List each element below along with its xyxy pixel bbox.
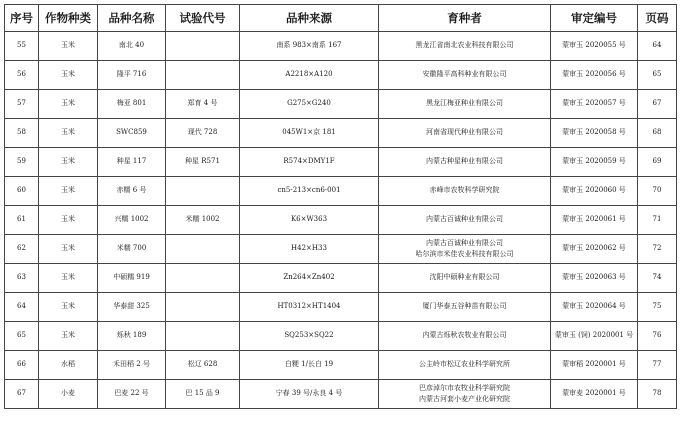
- breeder-line: 赤峰市农牧科学研究院: [429, 186, 500, 195]
- cell-approval: 蒙审麦 2020001 号: [551, 380, 638, 409]
- header-source: 品种来源: [240, 5, 379, 32]
- cell-variety: 赤糯 6 号: [98, 177, 166, 206]
- cell-source: SQ253×SQ22: [240, 322, 379, 351]
- cell-crop: 水稻: [39, 351, 98, 380]
- cell-page: 65: [638, 61, 677, 90]
- cell-crop: 玉米: [39, 206, 98, 235]
- cell-breeder: [379, 351, 551, 380]
- table-header-row: [5, 5, 677, 32]
- cell-source: cn5-213×cn6-001: [240, 177, 379, 206]
- breeder-line: 河南省现代种业有限公司: [426, 128, 503, 137]
- cell-page: 72: [638, 235, 677, 264]
- table-row: [5, 293, 677, 322]
- breeder-line: 内蒙古种星种业有限公司: [426, 157, 503, 166]
- cell-breeder: [379, 119, 551, 148]
- breeder-line: 内蒙古百诚种业有限公司: [426, 215, 503, 224]
- cell-page: 67: [638, 90, 677, 119]
- cell-page: 69: [638, 148, 677, 177]
- cell-no: 57: [5, 90, 39, 119]
- cell-variety: 禾田稻 2 号: [98, 351, 166, 380]
- cell-source: K6×W363: [240, 206, 379, 235]
- cell-breeder: [379, 90, 551, 119]
- breeder-line: 哈尔滨市米佳农业科技有限公司: [415, 250, 514, 258]
- cell-breeder: [379, 177, 551, 206]
- cell-no: 61: [5, 206, 39, 235]
- cell-source: 白粳 1/长白 19: [240, 351, 379, 380]
- cell-no: 67: [5, 380, 39, 409]
- cell-crop: 玉米: [39, 119, 98, 148]
- cell-code: 松辽 628: [166, 351, 240, 380]
- cell-source: 宁春 39 号/永良 4 号: [240, 380, 379, 409]
- cell-crop: 小麦: [39, 380, 98, 409]
- cell-no: 64: [5, 293, 39, 322]
- cell-variety: 华泰甜 325: [98, 293, 166, 322]
- table-row: [5, 264, 677, 293]
- cell-crop: 玉米: [39, 293, 98, 322]
- cell-variety: 米糯 700: [98, 235, 166, 264]
- cell-crop: 玉米: [39, 322, 98, 351]
- header-crop: 作物种类: [39, 5, 98, 32]
- cell-code: 现代 728: [166, 119, 240, 148]
- header-approval: 审定编号: [551, 5, 638, 32]
- cell-breeder: [379, 264, 551, 293]
- cell-no: 55: [5, 32, 39, 61]
- cell-code: [166, 235, 240, 264]
- cell-approval: 蒙审玉 2020060 号: [551, 177, 638, 206]
- breeder-line: 黑龙江梅亚种业有限公司: [426, 99, 503, 108]
- cell-code: [166, 264, 240, 293]
- cell-page: 76: [638, 322, 677, 351]
- cell-variety: 烁秋 189: [98, 322, 166, 351]
- breeder-line: 厦门华泰五谷种苗有限公司: [422, 302, 507, 311]
- header-breeder: 育种者: [379, 5, 551, 32]
- cell-source: HT0312×HT1404: [240, 293, 379, 322]
- cell-code: [166, 177, 240, 206]
- cell-variety: 种星 117: [98, 148, 166, 177]
- variety-table-page: [4, 4, 677, 409]
- cell-no: 66: [5, 351, 39, 380]
- cell-page: 77: [638, 351, 677, 380]
- cell-code: [166, 322, 240, 351]
- cell-code: 郑育 4 号: [166, 90, 240, 119]
- breeder-line: 黑龙江省南北农业科技有限公司: [415, 41, 514, 50]
- cell-no: 56: [5, 61, 39, 90]
- table-body: [5, 32, 677, 409]
- cell-crop: 玉米: [39, 235, 98, 264]
- cell-crop: 玉米: [39, 90, 98, 119]
- cell-no: 65: [5, 322, 39, 351]
- cell-crop: 玉米: [39, 177, 98, 206]
- breeder-line: 内蒙古烁秋农牧业有限公司: [422, 331, 507, 340]
- table-row: [5, 90, 677, 119]
- variety-approval-table: [4, 4, 677, 409]
- cell-no: 62: [5, 235, 39, 264]
- cell-variety: 梅亚 801: [98, 90, 166, 119]
- cell-approval: 蒙审玉 2020062 号: [551, 235, 638, 264]
- cell-approval: 蒙审玉 2020055 号: [551, 32, 638, 61]
- table-row: [5, 351, 677, 380]
- table-row: [5, 206, 677, 235]
- cell-no: 58: [5, 119, 39, 148]
- cell-approval: 蒙审玉 2020057 号: [551, 90, 638, 119]
- cell-code: 米糯 1002: [166, 206, 240, 235]
- cell-breeder: [379, 380, 551, 409]
- cell-crop: 玉米: [39, 148, 98, 177]
- cell-no: 59: [5, 148, 39, 177]
- cell-page: 70: [638, 177, 677, 206]
- table-row: [5, 119, 677, 148]
- breeder-line: 沈阳中硕种业有限公司: [429, 273, 500, 282]
- cell-variety: SWC859: [98, 119, 166, 148]
- cell-breeder: [379, 148, 551, 177]
- cell-source: H42×H33: [240, 235, 379, 264]
- cell-source: G275×G240: [240, 90, 379, 119]
- header-variety: 品种名称: [98, 5, 166, 32]
- cell-breeder: [379, 293, 551, 322]
- cell-variety: 中硕糯 919: [98, 264, 166, 293]
- cell-crop: 玉米: [39, 264, 98, 293]
- cell-code: [166, 61, 240, 90]
- cell-crop: 玉米: [39, 61, 98, 90]
- breeder-line: 安徽隆平高科种业有限公司: [422, 70, 507, 79]
- cell-source: Zn264×Zn402: [240, 264, 379, 293]
- cell-no: 63: [5, 264, 39, 293]
- cell-breeder: [379, 32, 551, 61]
- cell-source: 045W1×京 181: [240, 119, 379, 148]
- cell-crop: 玉米: [39, 32, 98, 61]
- cell-breeder: [379, 235, 551, 264]
- table-row: [5, 322, 677, 351]
- cell-source: R574×DMY1F: [240, 148, 379, 177]
- cell-breeder: [379, 61, 551, 90]
- breeder-line: 公主岭市松辽农业科学研究所: [419, 360, 510, 369]
- breeder-line: 巴彦淖尔市农牧业科学研究院: [419, 384, 510, 393]
- table-row: [5, 61, 677, 90]
- cell-page: 74: [638, 264, 677, 293]
- table-row: [5, 148, 677, 177]
- cell-no: 60: [5, 177, 39, 206]
- table-row: [5, 380, 677, 409]
- cell-variety: 隆平 716: [98, 61, 166, 90]
- cell-page: 78: [638, 380, 677, 409]
- cell-approval: 蒙审玉 2020056 号: [551, 61, 638, 90]
- cell-code: [166, 32, 240, 61]
- header-code: 试验代号: [166, 5, 240, 32]
- header-page: 页码: [638, 5, 677, 32]
- cell-source: 南系 983×南系 167: [240, 32, 379, 61]
- cell-page: 64: [638, 32, 677, 61]
- header-no: 序号: [5, 5, 39, 32]
- cell-variety: 南北 40: [98, 32, 166, 61]
- cell-source: A2218×A120: [240, 61, 379, 90]
- cell-approval: 蒙审玉 2020061 号: [551, 206, 638, 235]
- cell-approval: 蒙审玉 2020063 号: [551, 264, 638, 293]
- cell-approval: 蒙审玉 (饲) 2020001 号: [551, 322, 638, 351]
- cell-variety: 兴糯 1002: [98, 206, 166, 235]
- breeder-line: 内蒙古百诚种业有限公司: [426, 239, 503, 248]
- cell-approval: 蒙审稻 2020001 号: [551, 351, 638, 380]
- table-row: [5, 177, 677, 206]
- cell-breeder: [379, 322, 551, 351]
- cell-approval: 蒙审玉 2020064 号: [551, 293, 638, 322]
- cell-approval: 蒙审玉 2020058 号: [551, 119, 638, 148]
- cell-page: 71: [638, 206, 677, 235]
- cell-code: [166, 293, 240, 322]
- table-row: [5, 235, 677, 264]
- cell-breeder: [379, 206, 551, 235]
- cell-approval: 蒙审玉 2020059 号: [551, 148, 638, 177]
- breeder-line: 内蒙古河套小麦产业化研究院: [419, 395, 510, 403]
- cell-page: 75: [638, 293, 677, 322]
- cell-page: 68: [638, 119, 677, 148]
- cell-code: 种星 R571: [166, 148, 240, 177]
- table-row: [5, 32, 677, 61]
- cell-variety: 巴麦 22 号: [98, 380, 166, 409]
- cell-code: 巴 15 品 9: [166, 380, 240, 409]
